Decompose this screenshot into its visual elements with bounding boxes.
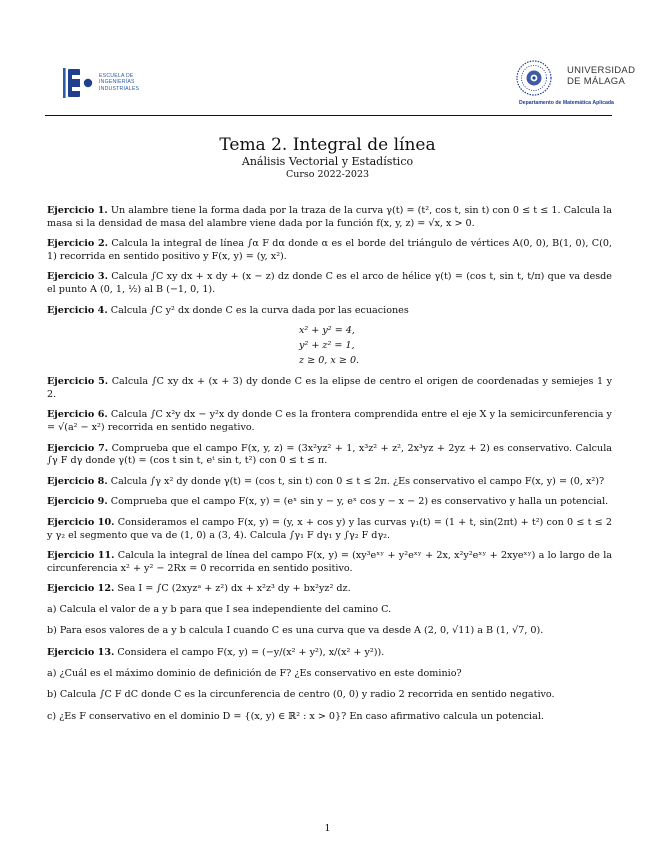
exercise-label: Ejercicio 8. bbox=[47, 475, 108, 487]
exercise-12-item-a: a) Calcula el valor de a y b para que I sea independiente del camino C. bbox=[47, 603, 392, 615]
university-logo bbox=[512, 58, 636, 110]
exercise-text: Calcula la integral de línea ∫α F dα donde α es el borde del triángulo de vértices A(0, 0), B(1, 0), C(0, 1) recorrida en sentido positivo y F(x, y) = (y, x²). bbox=[47, 238, 612, 262]
equation: x² + y² = 4, bbox=[299, 325, 355, 337]
equation-system bbox=[299, 323, 612, 368]
exercise-3 bbox=[47, 271, 612, 296]
exercise-4 bbox=[47, 305, 612, 318]
university-seal-icon bbox=[512, 58, 556, 98]
exercise-2 bbox=[47, 238, 612, 263]
exercise-label: Ejercicio 2. bbox=[47, 238, 109, 250]
exercise-13-item-c: c) ¿Es F conservativo en el dominio D = {(x, y) ∈ ℝ² : x > 0}? En caso afirmativo calcula un potencial. bbox=[47, 710, 544, 722]
university-name: UNIVERSIDAD DE MÁLAGA bbox=[567, 65, 636, 87]
exercise-text: Calcula ∫C y² dx donde C es la curva dada por las ecuaciones bbox=[110, 304, 409, 316]
exercise-text: Considera el campo F(x, y) = (−y/(x² + y²), x/(x² + y²)). bbox=[117, 647, 385, 659]
exercise-label: Ejercicio 5. bbox=[47, 376, 109, 388]
page-title: Tema 2. Integral de línea bbox=[219, 135, 436, 155]
exercise-10 bbox=[47, 517, 612, 542]
exercise-text: Calcula ∫C xy dx + (x + 3) dy donde C es la elipse de centro el origen de coordenadas y semiejes 1 y 2. bbox=[47, 376, 613, 400]
exercise-text: Calcula la integral de línea del campo F(x, y) = (xy³eˣʸ + y²eˣʸ + 2x, x²y²eˣʸ + 2xyeˣʸ) a lo largo de la circunferencia x² + y² − 2Rx = 0 recorrida en sentido positivo. bbox=[47, 550, 612, 574]
exercise-label: Ejercicio 6. bbox=[47, 409, 108, 421]
exercise-13-item-b: b) Calcula ∫C F dC donde C es la circunferencia de centro (0, 0) y radio 2 recorrida en sentido negativo. bbox=[47, 689, 555, 701]
title-block bbox=[0, 136, 655, 182]
school-name: ESCUELA DE INGENIERÍAS INDUSTRIALES bbox=[99, 73, 140, 92]
exercise-list bbox=[47, 205, 612, 732]
exercise-label: Ejercicio 3. bbox=[47, 271, 108, 283]
exercise-12 bbox=[47, 583, 612, 596]
exercise-13 bbox=[47, 647, 612, 660]
school-logo bbox=[62, 66, 182, 100]
page-number: 1 bbox=[324, 823, 331, 834]
equation: z ≥ 0, x ≥ 0. bbox=[299, 355, 360, 367]
exercise-label: Ejercicio 10. bbox=[47, 516, 115, 528]
exercise-6 bbox=[47, 409, 612, 434]
course-label: Curso 2022-2023 bbox=[285, 169, 370, 180]
exercise-text: Calcula ∫C x²y dx − y²x dy donde C es la frontera comprendida entre el eje X y la semicircunferencia y = √(a² − x²) recorrida en sentido negativo. bbox=[47, 409, 612, 433]
equation: y² + z² = 1, bbox=[299, 340, 355, 352]
exercise-12-item-b: b) Para esos valores de a y b calcula I cuando C es una curva que va desde A (2, 0, √11) a B (1, √7, 0). bbox=[47, 625, 544, 637]
exercise-text: Consideramos el campo F(x, y) = (y, x + cos y) y las curvas γ₁(t) = (1 + t, sin(2πt) + t²) con 0 ≤ t ≤ 2 y γ₂ el segmento que va de (1, 0) a (3, 4). Calcula ∫γ₁ F dγ₁ y ∫γ₂ F dγ₂. bbox=[47, 516, 613, 541]
exercise-11 bbox=[47, 550, 612, 575]
exercise-label: Ejercicio 7. bbox=[47, 442, 109, 454]
exercise-1 bbox=[47, 205, 612, 230]
exercise-label: Ejercicio 13. bbox=[47, 647, 115, 659]
exercise-8 bbox=[47, 476, 612, 489]
exercise-label: Ejercicio 11. bbox=[47, 550, 115, 562]
school-logo-mark-icon bbox=[62, 66, 96, 100]
page-subtitle: Análisis Vectorial y Estadístico bbox=[241, 155, 414, 168]
exercise-text: Calcula ∫γ x² dy donde γ(t) = (cos t, sin t) con 0 ≤ t ≤ 2π. ¿Es conservativo el campo F(x, y) = (0, x²)? bbox=[110, 475, 605, 487]
header-rule bbox=[45, 115, 612, 116]
exercise-text: Un alambre tiene la forma dada por la traza de la curva γ(t) = (t², cos t, sin t) con 0 ≤ t ≤ 1. Calcula la masa si la densidad de masa del alambre viene dada por la función f(x, y, z) = √x, x > 0. bbox=[47, 205, 612, 229]
department-name: Departamento de Matemática Aplicada bbox=[519, 100, 614, 106]
exercise-7 bbox=[47, 443, 612, 468]
exercise-label: Ejercicio 4. bbox=[47, 304, 108, 316]
exercise-5 bbox=[47, 376, 612, 401]
exercise-label: Ejercicio 9. bbox=[47, 496, 108, 508]
exercise-label: Ejercicio 12. bbox=[47, 583, 115, 595]
exercise-text: Comprueba que el campo F(x, y) = (eˣ sin y − y, eˣ cos y − x − 2) es conservativo y halla un potencial. bbox=[110, 496, 609, 508]
exercise-13-item-a: a) ¿Cuál es el máximo dominio de definición de F? ¿Es conservativo en este dominio? bbox=[47, 667, 462, 679]
exercise-text: Calcula ∫C xy dx + x dy + (x − z) dz donde C es el arco de hélice γ(t) = (cos t, sin t, t/π) que va desde el punto A (0, 1, ½) al B (−1, 0, 1). bbox=[47, 271, 612, 295]
exercise-text: Sea I = ∫C (2xyzᵃ + z²) dx + x²z³ dy + bx²yz² dz. bbox=[117, 583, 351, 595]
exercise-9 bbox=[47, 496, 612, 509]
exercise-text: Comprueba que el campo F(x, y, z) = (3x²yz² + 1, x³z² + z², 2x³yz + 2yz + 2) es conservativo. Calcula ∫γ F dγ donde γ(t) = (cos t sin t, eᵗ sin t, t²) con 0 ≤ t ≤ π. bbox=[47, 442, 612, 467]
exercise-label: Ejercicio 1. bbox=[47, 205, 108, 216]
